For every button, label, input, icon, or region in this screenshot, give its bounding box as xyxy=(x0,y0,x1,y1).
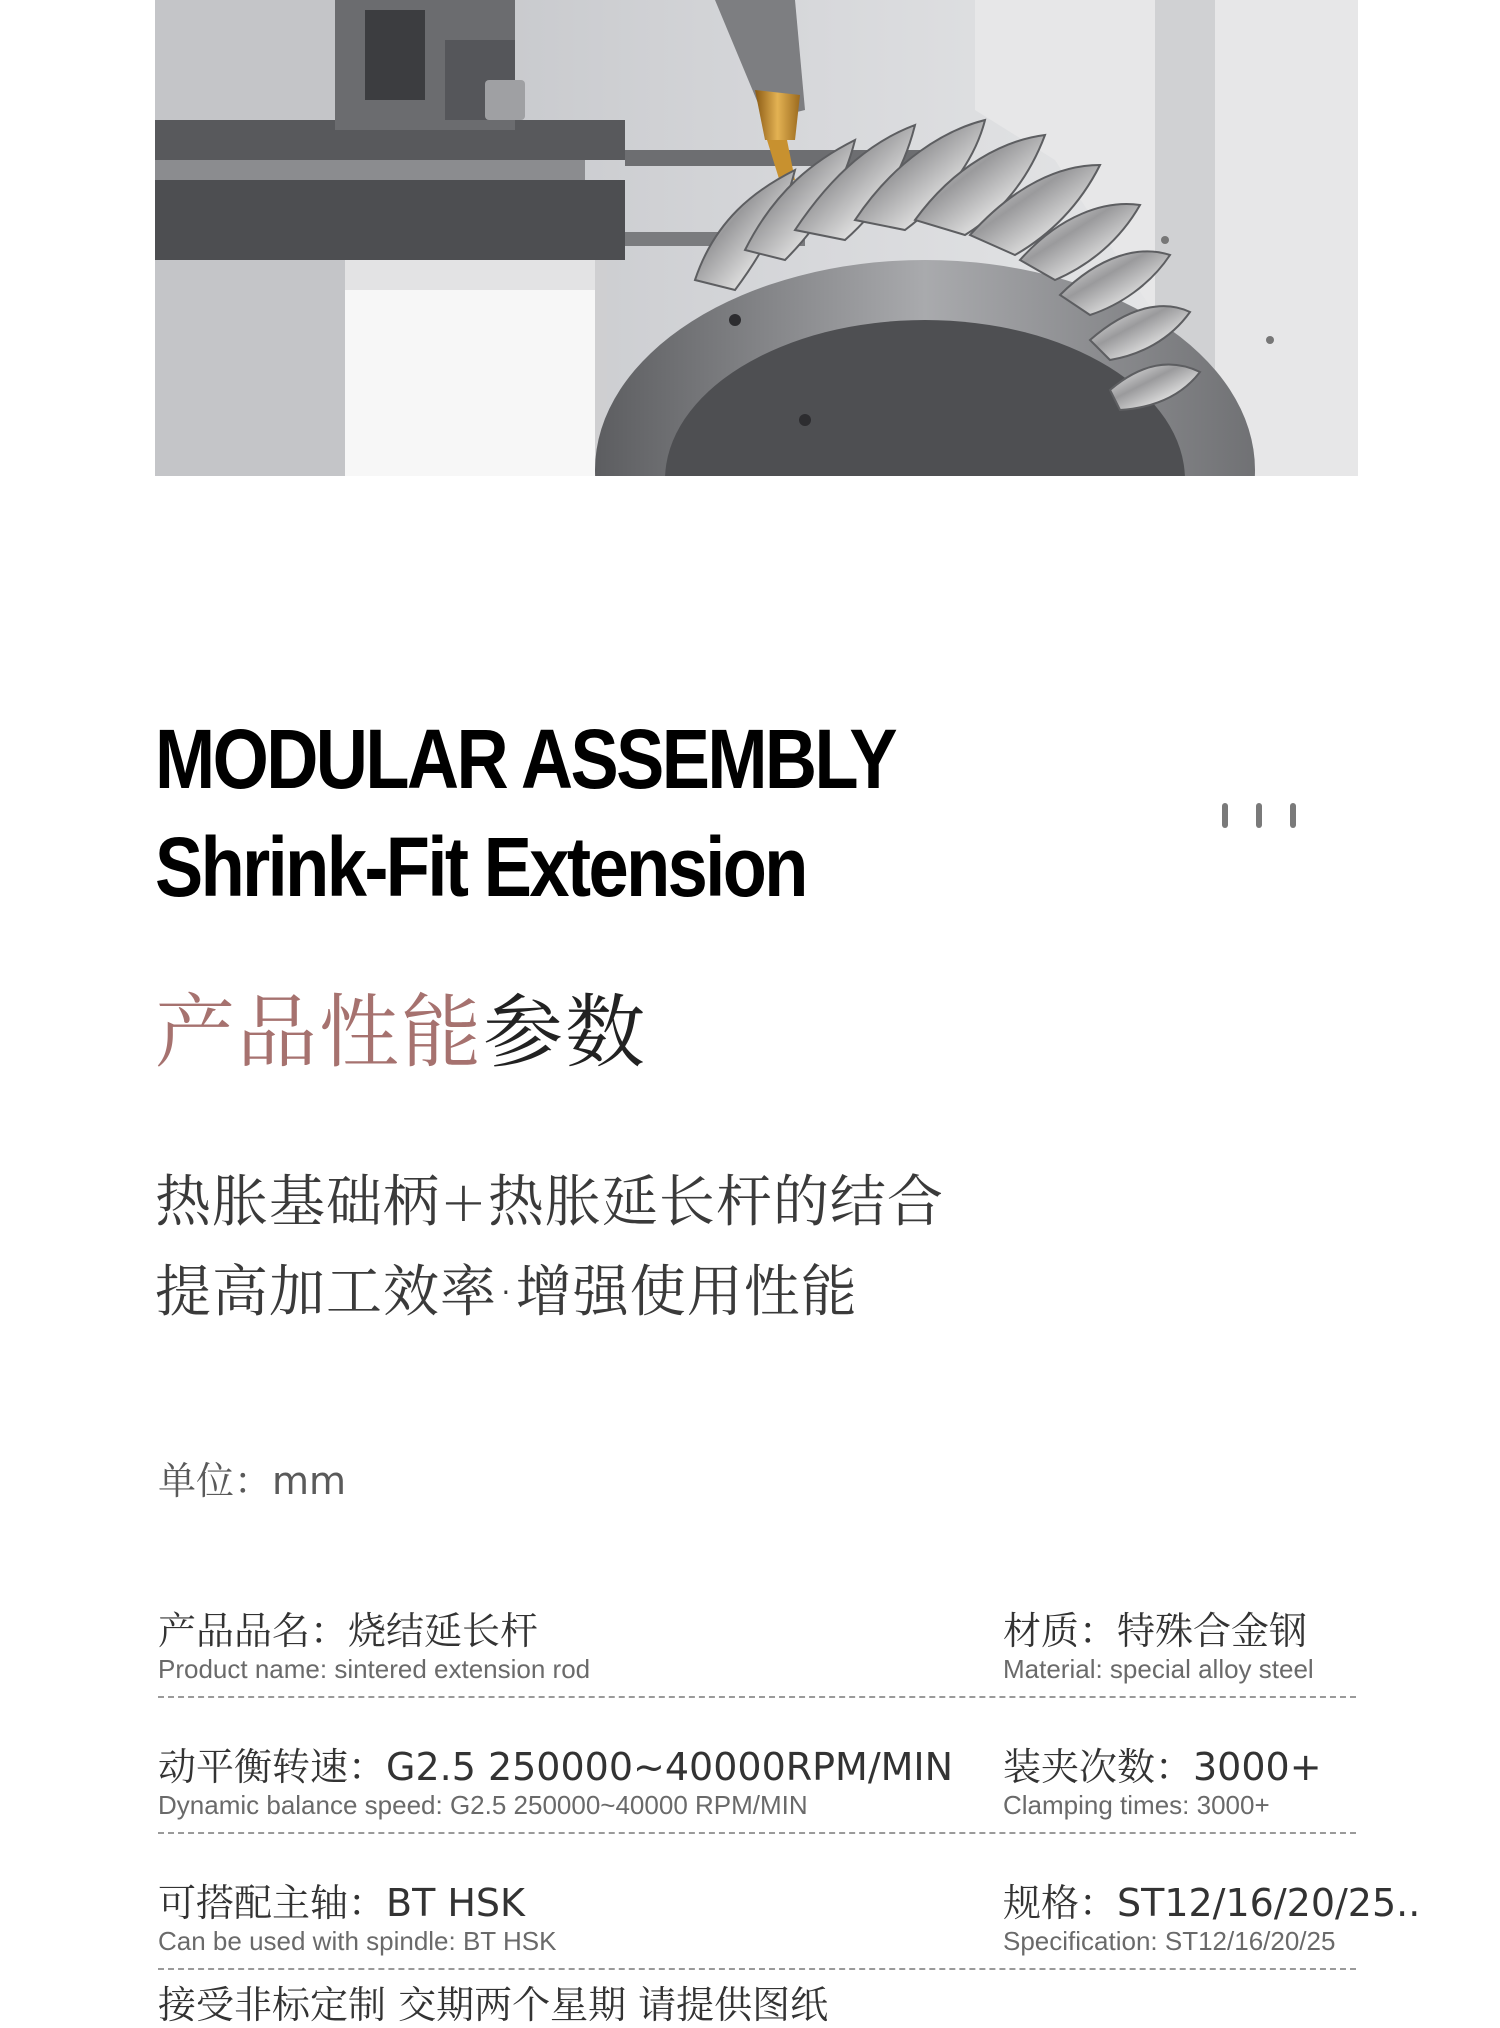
spec-balance-speed xyxy=(158,1744,953,1820)
spec-row xyxy=(158,1880,1421,1970)
hero-image xyxy=(155,0,1358,476)
spec-cn: 动平衡转速：G2.5 250000~40000RPM/MIN xyxy=(158,1745,954,1789)
spec-row xyxy=(158,1744,1356,1834)
bar-mark xyxy=(1256,803,1262,828)
section-title-rest: 参数 xyxy=(483,986,647,1079)
spec-en: Product name: sintered extension rod xyxy=(158,1654,591,1684)
tagline xyxy=(155,1158,944,1338)
spec-cn: 产品品名：烧结延长杆 xyxy=(158,1609,539,1653)
spec-cn: 可搭配主轴：BT HSK xyxy=(158,1881,525,1925)
custom-order-note: 接受非标定制 交期两个星期 请提供图纸 xyxy=(158,1983,829,2027)
bar-mark xyxy=(1222,803,1228,828)
spec-specification xyxy=(1003,1880,1420,1956)
tagline-line2: 提高加工效率·增强使用性能 xyxy=(155,1260,858,1325)
spec-cn: 装夹次数：3000+ xyxy=(1003,1745,1322,1789)
spec-material xyxy=(1003,1608,1314,1684)
tagline-line1: 热胀基础柄+热胀延长杆的结合 xyxy=(155,1170,944,1235)
spec-en: Dynamic balance speed: G2.5 250000~40000 RPM/MIN xyxy=(158,1790,808,1820)
spec-en: Specification: ST12/16/20/25 xyxy=(1003,1926,1336,1956)
spec-en: Can be used with spindle: BT HSK xyxy=(158,1926,557,1956)
bar-mark xyxy=(1290,803,1296,828)
spec-cn: 材质：特殊合金钢 xyxy=(1003,1609,1308,1653)
section-title xyxy=(155,983,647,1083)
spec-en: Clamping times: 3000+ xyxy=(1003,1790,1270,1820)
spec-spindle xyxy=(158,1880,556,1956)
decorative-bars xyxy=(1222,803,1296,828)
unit-label: 单位：mm xyxy=(158,1459,347,1503)
headline xyxy=(155,705,895,921)
section-title-accent: 产品性能 xyxy=(155,986,483,1079)
spec-en: Material: special alloy steel xyxy=(1003,1654,1314,1684)
headline-line1: MODULAR ASSEMBLY xyxy=(155,712,896,806)
headline-line2: Shrink-Fit Extension xyxy=(155,820,806,914)
spec-clamping-times xyxy=(1003,1744,1322,1820)
spec-cn: 规格：ST12/16/20/25.. xyxy=(1003,1881,1421,1925)
turbine-blade-machining-photo xyxy=(155,0,1358,476)
spec-row xyxy=(158,1608,1356,1698)
spec-product-name xyxy=(158,1608,590,1684)
